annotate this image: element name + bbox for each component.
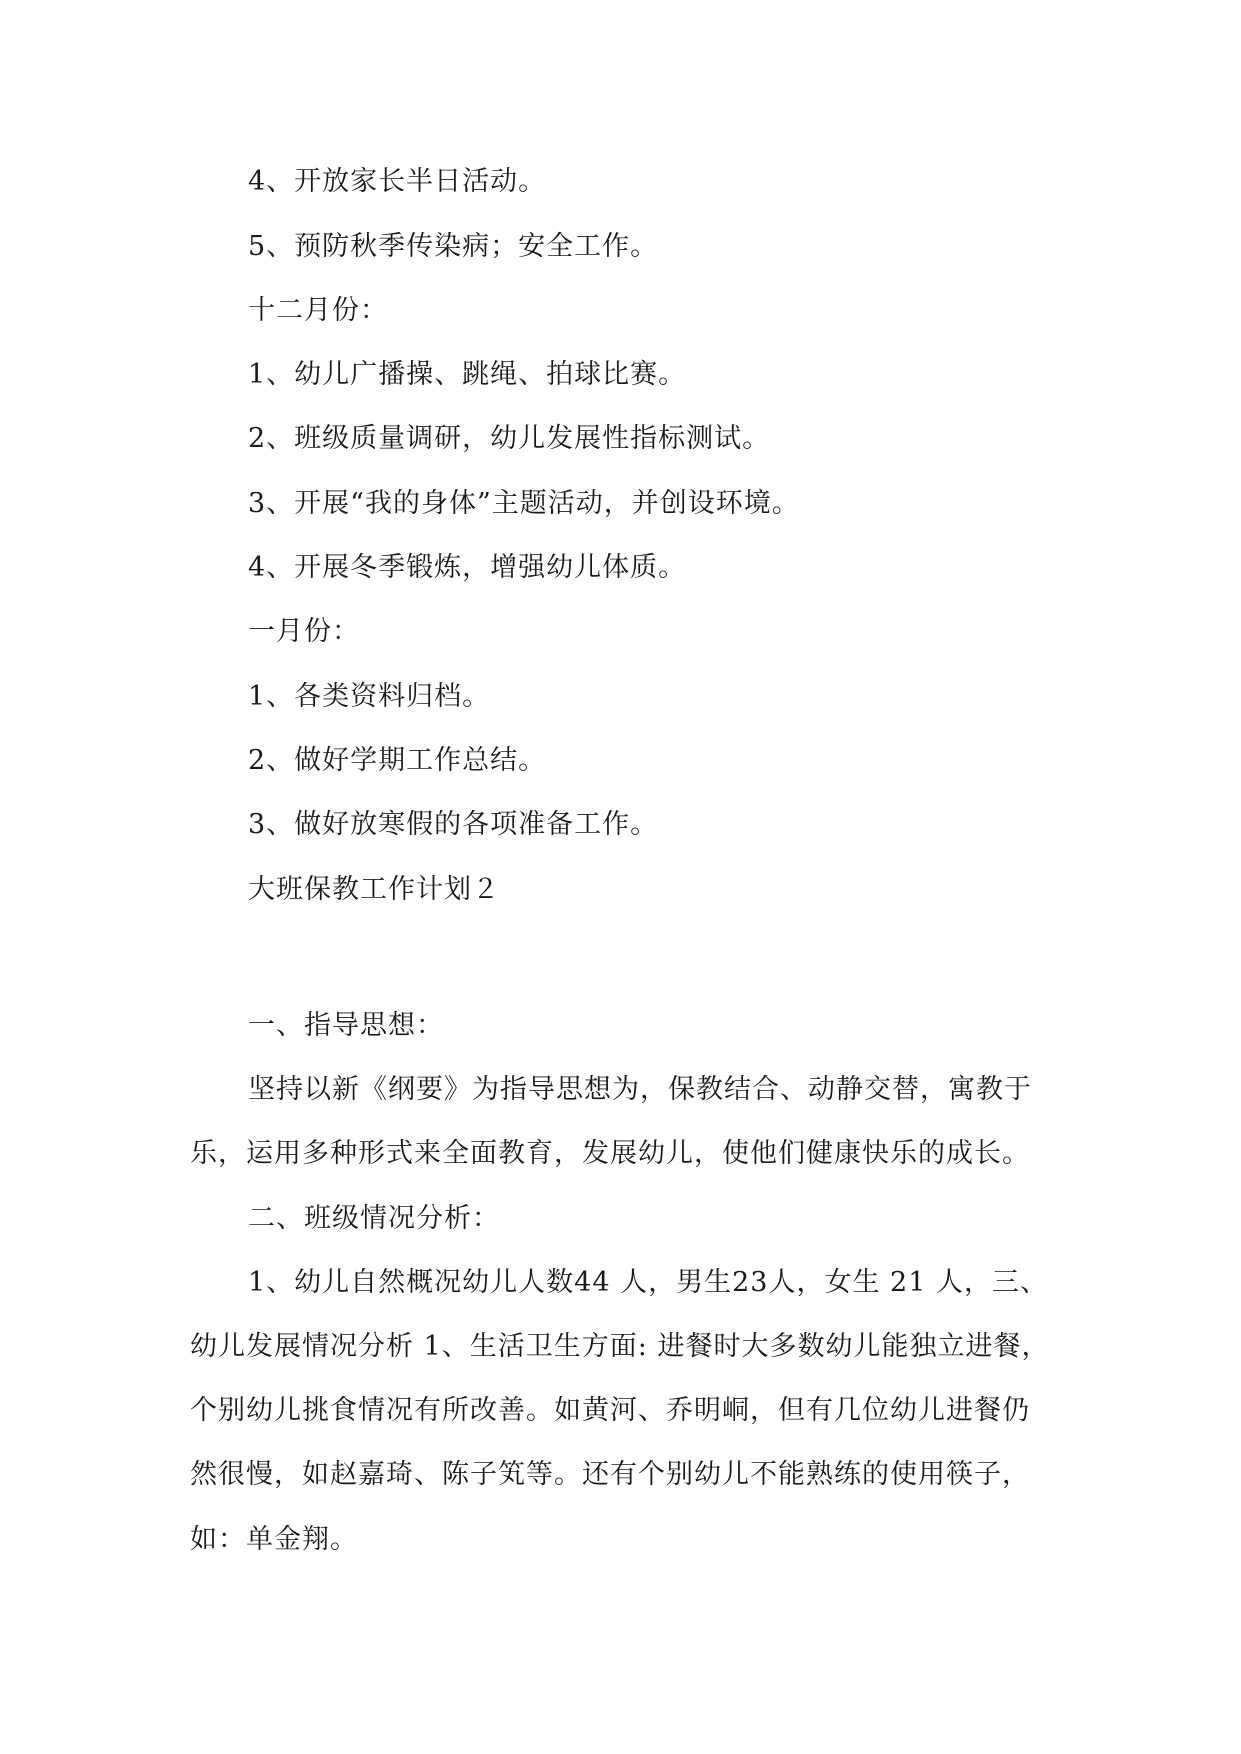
paragraph-line: 幼儿发展情况分析 1、生活卫生方面: 进餐时大多数幼儿能独立进餐， [190,1331,1050,1362]
section-heading: 一月份： [248,616,360,647]
list-item: 4、开展冬季锻炼，增强幼儿体质。 [248,552,687,583]
list-item: 4、开放家长半日活动。 [248,166,547,197]
paragraph-line: 个别幼儿挑食情况有所改善。如黄河、乔明峒，但有几位幼儿进餐仍 [190,1395,1030,1426]
list-item: 1、幼儿广播操、跳绳、拍球比赛。 [248,359,687,390]
list-item: 2、班级质量调研，幼儿发展性指标测试。 [248,423,771,454]
document-title: 大班保教工作计划２ [248,874,500,905]
list-item: 3、开展“我的身体”主题活动，并创设环境。 [248,488,800,519]
section-heading: 一、指导思想： [248,1010,444,1041]
paragraph-line: 乐，运用多种形式来全面教育，发展幼儿，使他们健康快乐的成长。 [190,1138,1030,1169]
paragraph-line: 然很慢，如赵嘉琦、陈子笂等。还有个别幼儿不能熟练的使用筷子， [190,1459,1030,1490]
section-heading: 十二月份： [248,295,388,326]
paragraph-line: 1、幼儿自然概况幼儿人数44 人，男生23人，女生 21 人，三、 [248,1267,1048,1298]
paragraph-line: 坚持以新《纲要》为指导思想为，保教结合、动静交替，寓教于 [248,1074,1032,1105]
paragraph-line: 如：单金翔。 [190,1524,358,1555]
list-item: 3、做好放寒假的各项准备工作。 [248,809,659,840]
list-item: 5、预防秋季传染病；安全工作。 [248,231,659,262]
list-item: 2、做好学期工作总结。 [248,745,547,776]
section-heading: 二、班级情况分析： [248,1203,500,1234]
list-item: 1、各类资料归档。 [248,681,491,712]
